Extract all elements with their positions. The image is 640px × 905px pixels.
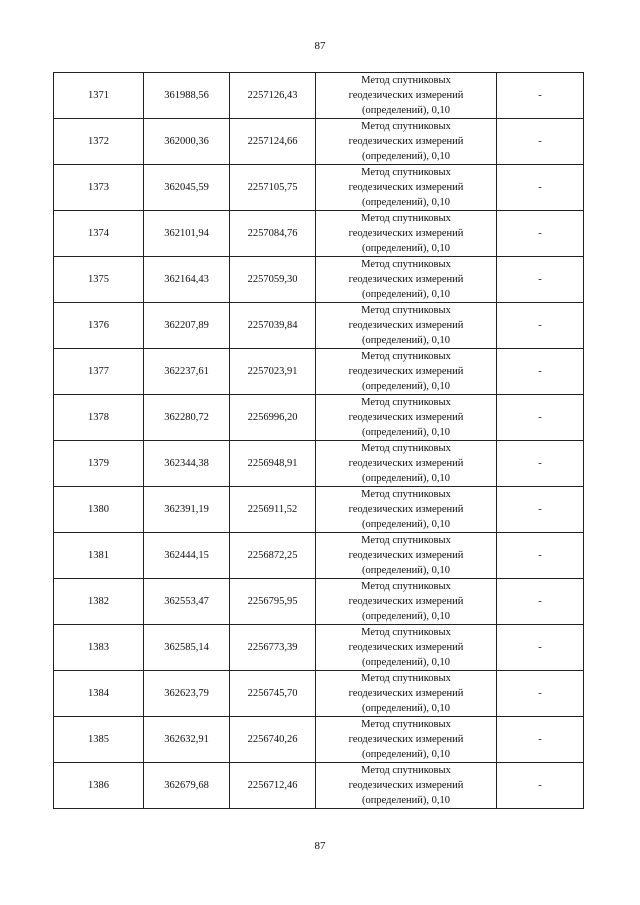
method-line: (определений), 0,10 [361,243,451,254]
method-line: геодезических измерений [348,366,464,377]
cell-note: - [497,671,584,717]
method-line: геодезических измерений [348,550,464,561]
method-line: геодезических измерений [348,688,464,699]
method-line: геодезических измерений [348,90,464,101]
method-line: (определений), 0,10 [361,657,451,668]
method-line: Метод спутниковых [361,765,451,776]
cell-y-coordinate: 2257124,66 [230,119,316,165]
table-row [54,671,584,717]
cell-x-coordinate: 362444,15 [144,533,230,579]
table-row [54,395,584,441]
cell-method [316,671,497,717]
cell-point-number: 1376 [54,303,144,349]
method-line: Метод спутниковых [361,535,451,546]
cell-method [316,349,497,395]
cell-note: - [497,763,584,809]
cell-y-coordinate: 2257084,76 [230,211,316,257]
table-row [54,441,584,487]
method-line: Метод спутниковых [361,489,451,500]
cell-y-coordinate: 2256745,70 [230,671,316,717]
table-row [54,717,584,763]
cell-note: - [497,533,584,579]
table-row [54,73,584,119]
method-line: геодезических измерений [348,780,464,791]
method-line: геодезических измерений [348,412,464,423]
cell-method [316,441,497,487]
method-line: геодезических измерений [348,274,464,285]
method-line: (определений), 0,10 [361,703,451,714]
cell-point-number: 1386 [54,763,144,809]
cell-point-number: 1379 [54,441,144,487]
cell-method [316,533,497,579]
cell-point-number: 1385 [54,717,144,763]
method-line: геодезических измерений [348,504,464,515]
cell-point-number: 1380 [54,487,144,533]
table-row [54,119,584,165]
cell-x-coordinate: 362164,43 [144,257,230,303]
table-row [54,257,584,303]
cell-method [316,487,497,533]
method-line: Метод спутниковых [361,627,451,638]
method-line: геодезических измерений [348,182,464,193]
method-line: Метод спутниковых [361,259,451,270]
cell-note: - [497,579,584,625]
method-line: геодезических измерений [348,734,464,745]
method-line: (определений), 0,10 [361,749,451,760]
cell-note: - [497,349,584,395]
method-line: Метод спутниковых [361,351,451,362]
cell-point-number: 1372 [54,119,144,165]
cell-x-coordinate: 362391,19 [144,487,230,533]
method-line: (определений), 0,10 [361,427,451,438]
method-line: геодезических измерений [348,228,464,239]
cell-note: - [497,441,584,487]
method-line: (определений), 0,10 [361,611,451,622]
cell-method [316,165,497,211]
page-number-bottom: 87 [314,840,326,852]
method-line: (определений), 0,10 [361,197,451,208]
cell-note: - [497,165,584,211]
cell-method [316,211,497,257]
cell-x-coordinate: 362045,59 [144,165,230,211]
coordinates-table [53,72,584,809]
cell-note: - [497,487,584,533]
cell-method [316,625,497,671]
cell-x-coordinate: 362207,89 [144,303,230,349]
cell-y-coordinate: 2256872,25 [230,533,316,579]
cell-y-coordinate: 2256996,20 [230,395,316,441]
method-line: Метод спутниковых [361,397,451,408]
cell-note: - [497,257,584,303]
method-line: Метод спутниковых [361,581,451,592]
method-line: (определений), 0,10 [361,381,451,392]
cell-y-coordinate: 2257126,43 [230,73,316,119]
method-line: геодезических измерений [348,458,464,469]
cell-note: - [497,717,584,763]
cell-x-coordinate: 362623,79 [144,671,230,717]
cell-note: - [497,211,584,257]
cell-point-number: 1371 [54,73,144,119]
cell-x-coordinate: 362000,36 [144,119,230,165]
cell-method [316,257,497,303]
cell-note: - [497,119,584,165]
cell-point-number: 1377 [54,349,144,395]
method-line: Метод спутниковых [361,443,451,454]
table-row [54,625,584,671]
cell-note: - [497,395,584,441]
cell-method [316,763,497,809]
table-row [54,303,584,349]
cell-x-coordinate: 362344,38 [144,441,230,487]
cell-note: - [497,73,584,119]
cell-y-coordinate: 2256740,26 [230,717,316,763]
table-row [54,165,584,211]
cell-method [316,303,497,349]
method-line: Метод спутниковых [361,75,451,86]
method-line: (определений), 0,10 [361,151,451,162]
cell-note: - [497,303,584,349]
method-line: (определений), 0,10 [361,335,451,346]
cell-x-coordinate: 362632,91 [144,717,230,763]
method-line: геодезических измерений [348,642,464,653]
cell-point-number: 1373 [54,165,144,211]
table-row [54,487,584,533]
method-line: Метод спутниковых [361,719,451,730]
cell-method [316,717,497,763]
cell-point-number: 1378 [54,395,144,441]
cell-point-number: 1375 [54,257,144,303]
method-line: (определений), 0,10 [361,105,451,116]
cell-point-number: 1382 [54,579,144,625]
cell-y-coordinate: 2257023,91 [230,349,316,395]
cell-x-coordinate: 362237,61 [144,349,230,395]
table-row [54,349,584,395]
cell-method [316,395,497,441]
cell-x-coordinate: 361988,56 [144,73,230,119]
cell-x-coordinate: 362585,14 [144,625,230,671]
method-line: (определений), 0,10 [361,289,451,300]
coordinates-table-body [54,73,584,809]
cell-y-coordinate: 2256712,46 [230,763,316,809]
cell-y-coordinate: 2257059,30 [230,257,316,303]
cell-y-coordinate: 2256795,95 [230,579,316,625]
cell-y-coordinate: 2256911,52 [230,487,316,533]
method-line: Метод спутниковых [361,213,451,224]
cell-x-coordinate: 362553,47 [144,579,230,625]
cell-y-coordinate: 2257105,75 [230,165,316,211]
table-row [54,533,584,579]
method-line: (определений), 0,10 [361,473,451,484]
cell-method [316,119,497,165]
cell-y-coordinate: 2256948,91 [230,441,316,487]
cell-x-coordinate: 362280,72 [144,395,230,441]
method-line: геодезических измерений [348,136,464,147]
method-line: Метод спутниковых [361,167,451,178]
method-line: (определений), 0,10 [361,519,451,530]
cell-point-number: 1374 [54,211,144,257]
cell-x-coordinate: 362101,94 [144,211,230,257]
cell-y-coordinate: 2256773,39 [230,625,316,671]
cell-x-coordinate: 362679,68 [144,763,230,809]
page-number-top: 87 [314,40,326,52]
method-line: Метод спутниковых [361,121,451,132]
method-line: Метод спутниковых [361,305,451,316]
cell-point-number: 1381 [54,533,144,579]
cell-y-coordinate: 2257039,84 [230,303,316,349]
method-line: Метод спутниковых [361,673,451,684]
method-line: геодезических измерений [348,596,464,607]
table-row [54,211,584,257]
method-line: геодезических измерений [348,320,464,331]
method-line: (определений), 0,10 [361,565,451,576]
table-row [54,579,584,625]
cell-method [316,73,497,119]
cell-point-number: 1383 [54,625,144,671]
cell-point-number: 1384 [54,671,144,717]
cell-method [316,579,497,625]
cell-note: - [497,625,584,671]
table-row [54,763,584,809]
method-line: (определений), 0,10 [361,795,451,806]
